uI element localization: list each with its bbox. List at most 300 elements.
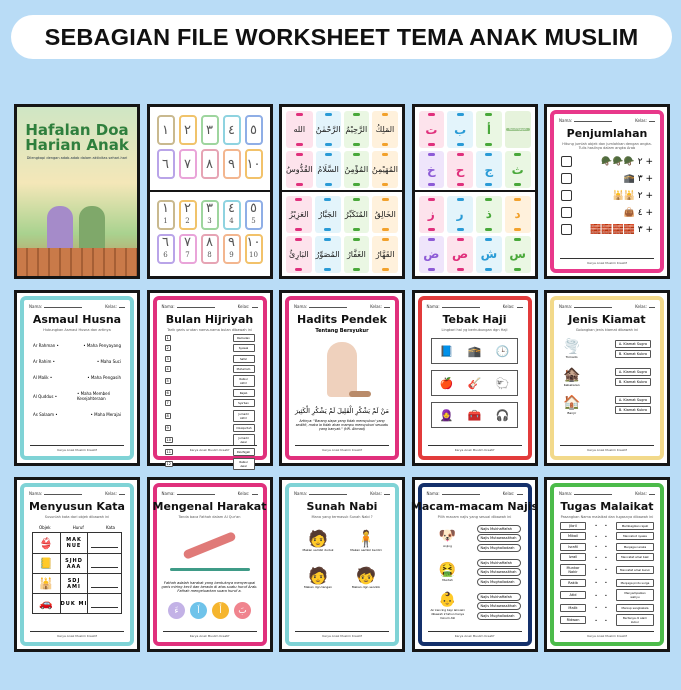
najis-row: [427, 591, 523, 621]
page-title: SEBAGIAN FILE WORKSHEET TEMA ANAK MUSLIM: [11, 15, 672, 59]
sunnah-option[interactable]: [342, 529, 390, 552]
haji-option-group[interactable]: [431, 370, 517, 396]
asma-name: Ar Rahim •: [33, 359, 55, 364]
month-name[interactable]: Syawal: [233, 344, 255, 352]
match-row: Malik • • Meniup sangkakala: [559, 604, 655, 612]
month-name[interactable]: Dzulqa'dah: [233, 424, 255, 432]
najis-row: [427, 557, 523, 587]
hijaiyah-card: ت: [419, 111, 445, 148]
hijaiyah-card: ر: [447, 196, 473, 233]
kelas-label: Kelas:: [238, 491, 258, 496]
month-number[interactable]: 8: [166, 413, 169, 418]
number-card: ١: [157, 115, 175, 145]
match-row: Izrail • • Mencatat amal baik: [559, 553, 655, 561]
column-header: Kata: [105, 525, 115, 530]
asma-meaning: • Maha Penyayang: [83, 343, 121, 348]
hijaiyah-cover-card: Huruf Hijaiyah: [505, 111, 531, 148]
match-row: Atid • • Menyampaikan wahyu: [559, 589, 655, 601]
column-header: Objek: [39, 525, 51, 530]
nama-label: Nama:: [427, 491, 480, 496]
name-class-header: [294, 304, 390, 309]
haji-item-icon: 🕋: [467, 344, 482, 358]
month-number[interactable]: 12: [166, 462, 171, 467]
arabic-latin-numbers-sheet: [150, 192, 270, 272]
kelas-label: Kelas:: [503, 304, 523, 309]
worksheet-instruction: Tanda baca Fathah dalam Al Qur'an: [178, 515, 241, 519]
worksheet-instruction: Hubungkan Asmaul Husna dan artinya: [43, 328, 111, 332]
month-number[interactable]: 1: [166, 336, 169, 341]
angel-duty[interactable]: Menjaga neraka: [616, 543, 654, 551]
kiamat-option[interactable]: B. Kiamat Kubro: [615, 406, 651, 414]
month-name[interactable]: Dzulhijjah: [233, 448, 255, 456]
sum-row: [559, 156, 655, 167]
answer-line[interactable]: [91, 567, 118, 568]
asma-name: As Salaam •: [33, 412, 58, 417]
harakat-circle: بَ: [234, 602, 251, 619]
object-icon: 🚗: [33, 594, 61, 613]
najis-option[interactable]: Najis Mutawassithah: [477, 568, 521, 576]
month-name[interactable]: Rabiul Akhir: [233, 375, 255, 387]
number-card: ٩: [223, 149, 241, 179]
worksheet-tile: [14, 290, 140, 466]
angel-duty[interactable]: Meniup sangkakala: [616, 604, 654, 612]
nama-label: Nama:: [29, 304, 82, 309]
worksheet-title: Penjumlahan: [566, 127, 648, 140]
hijaiyah-card: خ: [419, 151, 445, 188]
name-class-header: [294, 491, 390, 496]
hijaiyah-card: ب: [447, 111, 473, 148]
worksheet-page: [153, 296, 267, 469]
sheet-footer: Karya Anak Muslim Kreatif: [295, 445, 389, 452]
worksheet-page: [550, 110, 664, 273]
sheet-footer: Karya Anak Muslim Kreatif: [428, 445, 522, 452]
hijaiyah-card: ص: [447, 236, 473, 273]
najis-option[interactable]: Najis Mutawassithah: [477, 602, 521, 610]
nama-label: Nama:: [427, 304, 480, 309]
worksheet-page: [153, 483, 267, 646]
worksheet-tile: [412, 104, 538, 279]
worksheet-tile: [279, 290, 405, 466]
asma-card: السَّلَامُ: [316, 151, 341, 188]
match-row: Munkar Nakir • • Mencatat amal buruk: [559, 564, 655, 576]
worksheet-title: Macam-macam Najis: [410, 500, 539, 513]
worksheet-title: Sunah Nabi: [306, 500, 378, 513]
month-number[interactable]: 7: [166, 401, 169, 406]
asma-name: Al Quddus •: [33, 393, 58, 399]
harakat-circle: ءَ: [168, 602, 185, 619]
angel-duty[interactable]: Menyampaikan wahyu: [616, 589, 654, 601]
hijaiyah-card: ج: [476, 151, 502, 188]
month-number[interactable]: 4: [166, 366, 169, 371]
month-row: [162, 375, 258, 387]
asma-card: المُصَوِّرُ: [315, 236, 341, 273]
worksheet-page: [285, 296, 399, 460]
asma-meaning: • Maha Suci: [96, 359, 121, 364]
match-row: [29, 359, 125, 364]
sheet-footer: Karya Anak Muslim Kreatif: [295, 631, 389, 638]
najis-caption: Muntah: [442, 578, 453, 582]
match-row: [29, 343, 125, 348]
worksheet-tile: [544, 477, 670, 652]
answer-box[interactable]: [561, 156, 572, 167]
asma-name: Ar Rahman •: [33, 343, 59, 348]
nama-label: Nama:: [559, 491, 612, 496]
najis-option[interactable]: Najis Mukhaffafah: [477, 593, 521, 601]
nama-label: Nama:: [559, 118, 612, 123]
scrambled-letters: DUK MI: [61, 594, 89, 613]
number-card: ١٠: [245, 149, 263, 179]
table-row: [33, 573, 121, 593]
najis-option[interactable]: Najis Mukhaffafah: [477, 559, 521, 567]
sheet-footer: Karya Anak Muslim Kreatif: [560, 631, 654, 638]
name-class-header: [559, 118, 655, 123]
object-icon: 👙: [33, 533, 61, 553]
worksheet-title: Hadits Pendek: [297, 313, 387, 326]
asma-meaning: • Maha Memberi Kesejahteraan: [77, 391, 111, 401]
kelas-label: Kelas:: [238, 304, 258, 309]
kiamat-row: [559, 366, 655, 388]
worksheet-tile: [14, 477, 140, 652]
worksheet-page: [410, 483, 539, 646]
nama-label: Nama:: [294, 491, 347, 496]
scrambled-letters: SDJ AMI: [61, 574, 89, 593]
worksheet-instruction: Pasangkan Nama malaikat dan tugasnya dibawah ini: [560, 515, 654, 519]
kiamat-option[interactable]: B. Kiamat Kubro: [615, 350, 651, 358]
table-row: [33, 533, 121, 553]
number-card: ٧ 7: [179, 234, 197, 264]
worksheet-tile: [279, 104, 405, 279]
najis-option[interactable]: Najis Mutawassithah: [477, 534, 521, 542]
asma-cards-bottom: [282, 192, 402, 277]
answer-box[interactable]: [561, 173, 572, 184]
number-card: ١ 1: [157, 200, 175, 230]
sheet-footer: Karya Anak Muslim Kreatif: [163, 445, 257, 452]
worksheet-tile: [279, 477, 405, 652]
asma-card: المُؤْمِنُ: [344, 151, 369, 188]
match-row: [29, 375, 125, 380]
sum-expression: 🕌🕌 ٢ +: [612, 190, 653, 201]
cover-subtitle: Dilengkapi dengan adab-adab dalam aktivitas sehari-hari: [26, 156, 128, 160]
match-row: Israfil • • Menjaga neraka: [559, 543, 655, 551]
najis-option[interactable]: Najis Mughalladzah: [477, 612, 521, 620]
worksheet-title: Tebak Haji: [442, 313, 507, 326]
haji-item-icon: 📘: [439, 344, 454, 358]
number-card: ٥ 5: [245, 200, 263, 230]
angel-duty[interactable]: Mencatat amal baik: [616, 553, 654, 561]
worksheet-instruction: Mana yang termasuk Sunah Nabi ?: [311, 515, 373, 519]
month-name[interactable]: Safar: [233, 355, 255, 363]
kelas-label: Kelas:: [503, 491, 523, 496]
worksheet-tile: [147, 290, 273, 469]
kiamat-icon: 🏚️: [563, 367, 581, 383]
hijaiyah-card: س: [505, 236, 531, 273]
name-class-header: [29, 491, 125, 496]
haji-item-icon: 🧕: [439, 408, 454, 422]
worksheet-title: Tugas Malaikat: [560, 500, 654, 513]
girl-illustration: [79, 206, 105, 254]
month-name[interactable]: Sya'ban: [233, 399, 255, 407]
sheet-footer: Karya Anak Muslim Kreatif: [428, 631, 522, 638]
table-header: [29, 525, 125, 530]
number-card: ٨ 8: [201, 234, 219, 264]
kelas-label: Kelas:: [370, 304, 390, 309]
month-row: [162, 389, 258, 397]
kiamat-caption: Tornado: [565, 355, 578, 359]
month-row: [162, 365, 258, 373]
angel-duty[interactable]: Bertanya di alam kubur: [616, 614, 654, 626]
month-row: [162, 344, 258, 352]
angel-name[interactable]: Rakib: [560, 579, 586, 587]
sunnah-option[interactable]: [294, 566, 342, 589]
worksheet-page: [418, 296, 532, 460]
number-card: ٣: [201, 115, 219, 145]
kiamat-icon: 🌪️: [563, 339, 581, 355]
sheet-footer: Karya Anak Muslim Kreatif: [560, 258, 654, 265]
najis-row: [427, 523, 523, 553]
number-card: ٦ 6: [157, 234, 175, 264]
column-header: Huruf: [72, 525, 84, 530]
najis-option[interactable]: Najis Mughalladzah: [477, 544, 521, 552]
haji-item-icon: 🎧: [495, 408, 510, 422]
najis-icon: 🐶: [438, 528, 457, 544]
praying-figure: [327, 342, 357, 397]
month-number[interactable]: 9: [166, 425, 169, 430]
kelas-label: Kelas:: [370, 491, 390, 496]
nama-label: Nama:: [162, 491, 215, 496]
nama-label: Nama:: [29, 491, 82, 496]
najis-option[interactable]: Najis Mukhaffafah: [477, 525, 521, 533]
asma-meaning: • Maha Pengasih: [87, 375, 121, 380]
hijaiyah-card: ذ: [476, 196, 502, 233]
sunnah-figure-icon: 🧍: [356, 529, 376, 548]
number-card: ٦: [157, 149, 175, 179]
answer-line[interactable]: [91, 607, 118, 608]
sheet-footer: Karya Anak Muslim Kreatif: [30, 445, 124, 452]
kiamat-option[interactable]: A. Kiamat Sugro: [615, 368, 651, 376]
worksheet-title: Asmaul Husna: [32, 313, 122, 326]
angel-duty[interactable]: Mencatat amal buruk: [616, 566, 654, 574]
worksheet-instruction: Hitung jumlah objek dan jumlahkan dengan angka. Tulis hasilnya dalam angka Arab: [562, 142, 652, 150]
asma-card: القَهَّارُ: [372, 236, 398, 273]
month-name[interactable]: Muharram: [233, 365, 255, 373]
hijaiyah-card: ز: [419, 196, 445, 233]
month-name[interactable]: Rajab: [233, 389, 255, 397]
angel-name[interactable]: Jibril: [560, 522, 586, 530]
haji-item-icon: 🍎: [439, 376, 454, 390]
asma-card: الرَّحْمٰنُ: [316, 111, 341, 148]
month-row: [162, 355, 258, 363]
angel-name[interactable]: Izrail: [560, 553, 586, 561]
sunnah-figure-icon: 🧒: [356, 566, 376, 585]
match-row: Jibril • • Membagikan rejeki: [559, 522, 655, 530]
worksheet-tile: [412, 290, 538, 466]
asma-card: الغَفَّارُ: [344, 236, 370, 273]
fathah-shape: [182, 531, 236, 560]
najis-icon: 👶: [438, 592, 457, 608]
asma-card: المَلِكُ: [372, 111, 398, 148]
sunnah-option[interactable]: [342, 566, 390, 589]
najis-icon: 🤮: [438, 562, 457, 578]
hadith-subtitle: Tentang Bersyukur: [315, 328, 369, 334]
number-card: ٩ 9: [223, 234, 241, 264]
number-card: ٢ 2: [179, 200, 197, 230]
month-number[interactable]: 11: [166, 450, 171, 455]
hijaiyah-cards-bottom: [415, 192, 535, 277]
kelas-label: Kelas:: [105, 304, 125, 309]
month-number[interactable]: 6: [166, 391, 169, 396]
table-row: [33, 553, 121, 573]
sunnah-option[interactable]: [294, 529, 342, 552]
nama-label: Nama:: [162, 304, 215, 309]
worksheet-tile: [147, 477, 273, 652]
object-icon: 🕌: [33, 574, 61, 593]
name-class-header: [427, 304, 523, 309]
angel-name[interactable]: Malik: [560, 604, 586, 612]
sheet-footer: Karya Anak Muslim Kreatif: [560, 445, 654, 452]
sheet-footer: Karya Anak Muslim Kreatif: [30, 631, 124, 638]
angel-name[interactable]: Mikail: [560, 532, 586, 540]
name-class-header: [29, 304, 125, 309]
sunnah-figure-icon: 🧑: [308, 529, 328, 548]
number-card: ١٠ 10: [245, 234, 263, 264]
nama-label: Nama:: [294, 304, 347, 309]
sum-expression: 🧱🧱🧱🧱 ٣ +: [590, 224, 653, 235]
worksheet-page: [20, 483, 134, 646]
answer-line[interactable]: [91, 587, 118, 588]
hijaiyah-card: ث: [505, 151, 531, 188]
match-row: [29, 391, 125, 401]
worksheet-page: [550, 483, 664, 646]
angel-duty[interactable]: Mencabut nyawa: [616, 532, 654, 540]
angel-duty[interactable]: Membagikan rejeki: [616, 522, 654, 530]
angel-duty[interactable]: Menjaga pintu surga: [616, 579, 654, 587]
worksheet-grid: [14, 104, 670, 652]
answer-box[interactable]: [561, 224, 572, 235]
month-name[interactable]: Jumadil Akhir: [233, 410, 255, 422]
object-icon: 📒: [33, 554, 61, 573]
kiamat-row: [559, 394, 655, 416]
worksheet-title: Jenis Kiamat: [568, 313, 646, 326]
word-table: [32, 532, 122, 614]
number-card: ٥: [245, 115, 263, 145]
angel-name[interactable]: Atid: [560, 591, 586, 599]
month-number[interactable]: 5: [166, 378, 169, 383]
doa-cover: [17, 107, 137, 276]
name-class-header: [162, 491, 258, 496]
match-row: Rakib • • Menjaga pintu surga: [559, 579, 655, 587]
sunnah-caption: Makan dgn sendok: [351, 585, 381, 589]
asma-card: المُهَيْمِنُ: [372, 151, 398, 188]
worksheet-instruction: Golongkan jenis kiamat dibawah ini: [575, 328, 639, 332]
match-row: Ridwan • • Bertanya di alam kubur: [559, 614, 655, 626]
hijaiyah-card: ش: [476, 236, 502, 273]
kiamat-caption: Kebakaran: [563, 383, 580, 387]
hadith-arabic: مَنْ لَمْ يَشْكُرِ الْقَلِيلَ لَمْ يَشْكُرِ الْكَثِيرَ: [294, 407, 389, 415]
hijaiyah-card: ض: [419, 236, 445, 273]
sum-expression: 🕋 ٣ +: [623, 173, 653, 184]
sunnah-caption: Makan dgn tangan: [303, 585, 333, 589]
number-card: ٤ 4: [223, 200, 241, 230]
asma-card: الخَالِقُ: [372, 196, 398, 233]
sum-row: [559, 207, 655, 218]
kiamat-caption: Banjir: [567, 411, 577, 415]
worksheet-instruction: Lingkari hal yg berhubungan dgn Haji: [441, 328, 508, 332]
fence-illustration: [17, 248, 137, 276]
worksheet-tile: [14, 104, 140, 279]
haji-option-group[interactable]: [431, 338, 517, 364]
hijaiyah-card: أ: [476, 111, 502, 148]
month-row: [162, 334, 258, 342]
najis-option[interactable]: Najis Mughalladzah: [477, 578, 521, 586]
arabic-numbers-sheet: [150, 107, 270, 192]
sum-expression: 🪖🪖🪖 ٢ +: [601, 156, 653, 167]
answer-box[interactable]: [561, 190, 572, 201]
month-name[interactable]: Ramadan: [233, 334, 255, 342]
kiamat-option[interactable]: A. Kiamat Sugro: [615, 340, 651, 348]
sum-expression: 👜 ٤ +: [623, 207, 653, 218]
month-number[interactable]: 3: [166, 356, 169, 361]
haji-item-icon: 🧰: [467, 408, 482, 422]
kelas-label: Kelas:: [105, 491, 125, 496]
worksheet-instruction: Tarik garis urutan nama-nama bulan dibawah ini: [167, 328, 252, 332]
sunnah-figure-icon: 🧑: [308, 566, 328, 585]
month-number[interactable]: 2: [166, 346, 169, 351]
worksheet-page: [20, 296, 134, 460]
answer-line[interactable]: [91, 546, 118, 548]
month-name[interactable]: Rabiul Awal: [233, 458, 255, 470]
month-row: [162, 424, 258, 432]
hijaiyah-card: ح: [447, 151, 473, 188]
number-card: ٨: [201, 149, 219, 179]
haji-item-icon: 🕒: [495, 344, 510, 358]
answer-box[interactable]: [561, 207, 572, 218]
asma-card: العَزِيْزُ: [286, 196, 312, 233]
angel-name[interactable]: Ridwan: [560, 616, 586, 624]
month-row: [162, 458, 258, 470]
worksheet-page: [550, 296, 664, 460]
harakat-circle: أَ: [212, 602, 229, 619]
kiamat-option[interactable]: B. Kiamat Kubro: [615, 378, 651, 386]
haji-option-group[interactable]: [431, 402, 517, 428]
harakat-circle: اَ: [190, 602, 207, 619]
asma-card: الجَبَّارُ: [315, 196, 341, 233]
kiamat-row: [559, 338, 655, 360]
sunnah-caption: Makan sambil berdiri: [350, 548, 382, 552]
asma-card: الله: [286, 111, 313, 148]
nama-label: Nama:: [559, 304, 612, 309]
asma-card: القُدُّوسُ: [286, 151, 313, 188]
number-card: ٣ 3: [201, 200, 219, 230]
number-card: ٢: [179, 115, 197, 145]
sunnah-caption: Makan sambil duduk: [302, 548, 334, 552]
worksheet-tile: [147, 104, 273, 279]
angel-name[interactable]: Munkar Nakir: [560, 564, 586, 576]
kiamat-option[interactable]: A. Kiamat Sugro: [615, 396, 651, 404]
month-row: [162, 399, 258, 407]
asma-meaning: • Maha Merajai: [90, 412, 121, 417]
month-name[interactable]: Jumadil Awal: [233, 434, 255, 446]
month-number[interactable]: 10: [166, 437, 171, 442]
number-card: ٤: [223, 115, 241, 145]
angel-name[interactable]: Israfil: [560, 543, 586, 551]
scrambled-letters: SJHD AAA: [61, 554, 89, 573]
sum-row: [559, 190, 655, 201]
asma-card: المُتَكَبِّرُ: [344, 196, 370, 233]
worksheet-instruction: Susunlah kata dari objek dibawah ini: [44, 515, 110, 519]
asma-card: البَارِئُ: [286, 236, 312, 273]
sheet-footer: Karya Anak Muslim Kreatif: [163, 631, 257, 638]
najis-caption: Anjing: [443, 544, 452, 548]
